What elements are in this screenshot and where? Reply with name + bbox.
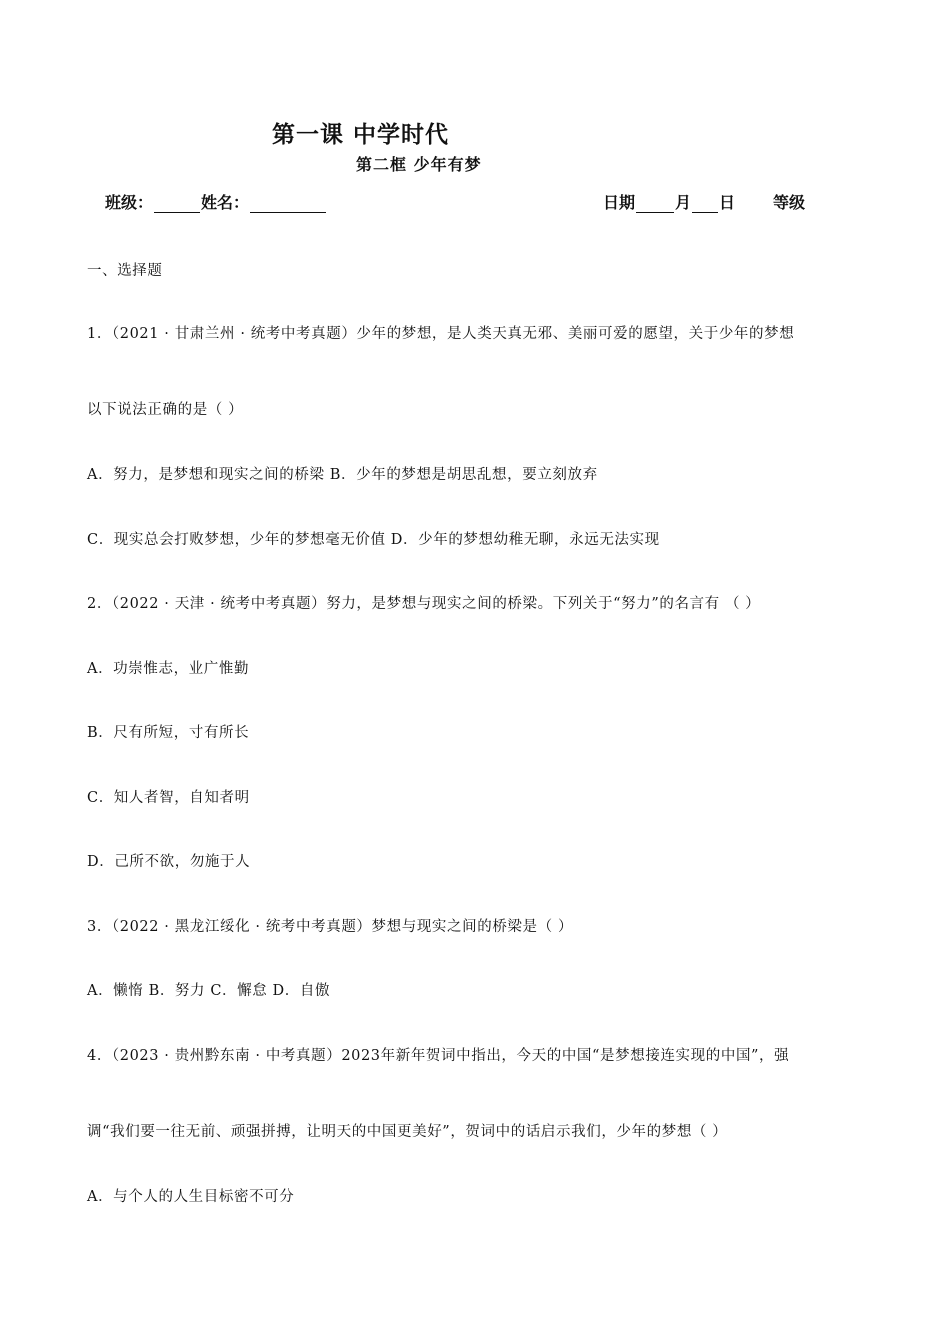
question-4-stem-line-1: 4．（2023 · 贵州黔东南 · 中考真题）2023年新年贺词中指出，今天的中国“是梦想接连实现的中国”，强 (87, 1048, 790, 1064)
question-2-option-b: B．尺有所短，寸有所长 (87, 725, 250, 741)
section-heading: 一、选择题 (87, 263, 163, 279)
lesson-title: 第一课 中学时代 (272, 122, 450, 148)
question-1-options-line-2: C．现实总会打败梦想，少年的梦想毫无价值 D．少年的梦想幼稚无聊，永远无法实现 (87, 532, 660, 548)
question-2-stem: 2．（2022 · 天津 · 统考中考真题）努力，是梦想与现实之间的桥梁。下列关于“努力”的名言有 （ ） (87, 596, 761, 612)
student-info (105, 190, 327, 213)
question-1-options-line-1: A．努力，是梦想和现实之间的桥梁 B．少年的梦想是胡思乱想，要立刻放弃 (87, 467, 598, 483)
date-label: 日期 (603, 193, 636, 212)
lesson-subtitle: 第二框 少年有梦 (356, 155, 482, 174)
question-4-stem-line-2: 调“我们要一往无前、顽强拼搏，让明天的中国更美好”，贺词中的话启示我们，少年的梦想（ ） (87, 1124, 728, 1140)
question-3-stem: 3．（2022 · 黑龙江绥化 · 统考中考真题）梦想与现实之间的桥梁是（ ） (87, 919, 574, 935)
date-info (603, 190, 805, 213)
question-3-options: A．懒惰 B．努力 C．懈怠 D．自傲 (87, 983, 331, 999)
question-2-option-c: C．知人者智，自知者明 (87, 790, 250, 806)
class-blank[interactable] (154, 198, 200, 213)
day-label: 日 (719, 193, 736, 212)
name-label: 姓名： (201, 193, 250, 212)
question-1-stem-line-2: 以下说法正确的是（ ） (87, 402, 244, 418)
question-2-option-d: D．己所不欲，勿施于人 (87, 854, 251, 870)
class-label: 班级： (105, 193, 154, 212)
month-blank[interactable] (636, 198, 674, 213)
question-4-option-a: A．与个人的人生目标密不可分 (87, 1189, 295, 1205)
name-blank[interactable] (250, 198, 326, 213)
grade-label: 等级 (773, 193, 806, 212)
month-label: 月 (675, 193, 692, 212)
question-1-stem-line-1: 1．（2021 · 甘肃兰州 · 统考中考真题）少年的梦想，是人类天真无邪、美丽可爱的愿望，关于少年的梦想 (87, 326, 795, 342)
day-blank[interactable] (692, 198, 718, 213)
question-2-option-a: A．功崇惟志，业广惟勤 (87, 661, 250, 677)
